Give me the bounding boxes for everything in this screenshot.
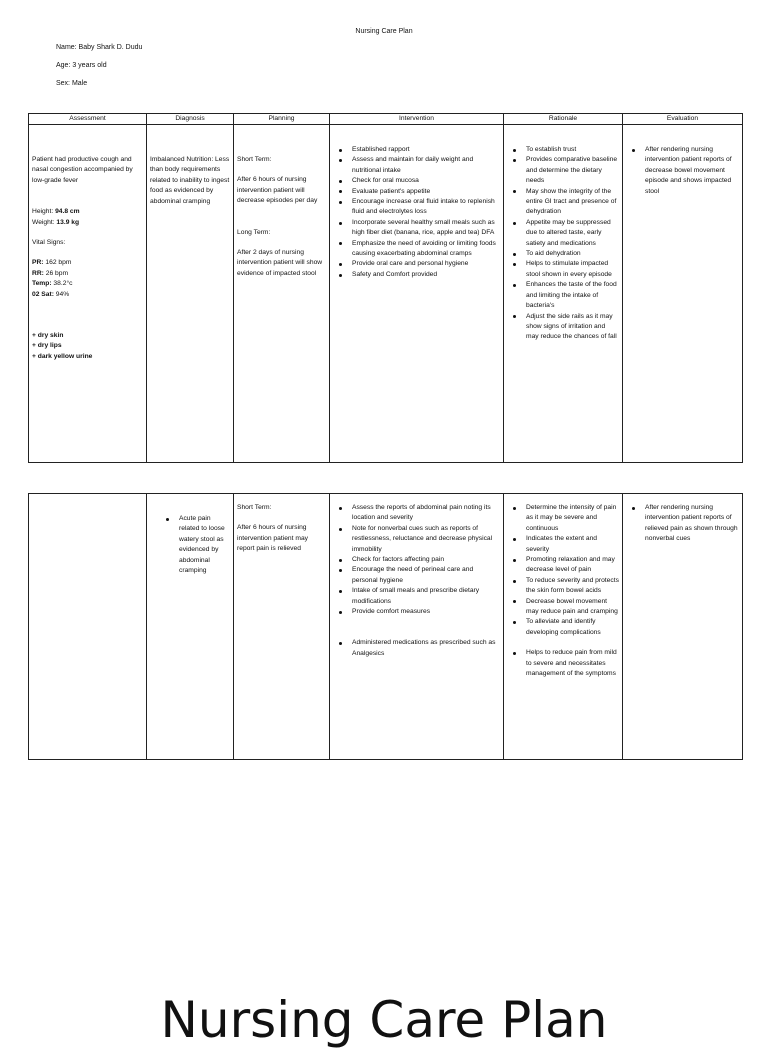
- list-item: Enhances the taste of the food and limiting the intake of bacteria's: [526, 280, 619, 311]
- header-planning: Planning: [234, 114, 330, 125]
- planning-cell: [234, 494, 330, 760]
- list-item: Encourage increase oral fluid intake to replenish fluid and electrolytes loss: [352, 197, 500, 218]
- planning-cell: [234, 125, 330, 463]
- list-item: To reduce severity and protects the skin form bowel acids: [526, 576, 619, 597]
- vital-temp: Temp: 38.2°c: [32, 280, 73, 288]
- rationale-list-extra: [507, 648, 619, 679]
- list-item: Administered medications as prescribed such as Analgesics: [352, 638, 500, 659]
- sign-dry-lips: + dry lips: [32, 342, 62, 350]
- list-item: Provide oral care and personal hygiene: [352, 259, 500, 269]
- assessment-weight: Weight: 13.9 kg: [32, 218, 80, 226]
- short-term-label: Short Term:: [237, 504, 272, 511]
- evaluation-list: [626, 145, 739, 197]
- rationale-cell: [504, 125, 623, 463]
- list-item: Promoting relaxation and may decrease level of pain: [526, 555, 619, 576]
- assessment-complaint: Patient had productive cough and nasal congestion accompanied by low-grade fever: [32, 156, 133, 184]
- header-intervention: Intervention: [330, 114, 504, 125]
- care-plan-table-nutrition: [28, 113, 743, 463]
- list-item: Evaluate patient's appetite: [352, 187, 500, 197]
- intervention-list: [333, 503, 500, 617]
- evaluation-list: [626, 503, 739, 545]
- list-item: Helps to reduce pain from mild to severe and necessitates management of the symptoms: [526, 648, 619, 679]
- list-item: Acute pain related to loose watery stool as evidenced by abdominal cramping: [179, 514, 230, 576]
- diagnosis-list: [150, 514, 230, 576]
- diagnosis-cell: [147, 125, 234, 463]
- vital-o2-sat: 02 Sat: 94%: [32, 290, 70, 298]
- list-item: After rendering nursing intervention patient reports of relieved pain as shown through nonverbal cues: [645, 503, 739, 545]
- sign-dry-skin: + dry skin: [32, 332, 64, 340]
- assessment-cell: [29, 125, 147, 463]
- list-item: Assess and maintain for daily weight and nutritional intake: [352, 155, 500, 176]
- list-item: Encourage the need of perineal care and personal hygiene: [352, 565, 500, 586]
- list-item: May show the integrity of the entire GI tract and presence of dehydration: [526, 187, 619, 218]
- footer-slide-title: Nursing Care Plan: [160, 991, 608, 1049]
- list-item: Check for factors affecting pain: [352, 555, 500, 565]
- list-item: Incorporate several healthy small meals such as high fiber diet (banana, rice, apple and tea) DFA: [352, 218, 500, 239]
- rationale-cell: [504, 494, 623, 760]
- header-diagnosis: Diagnosis: [147, 114, 234, 125]
- long-term-goal: After 2 days of nursing intervention patient will show evidence of impacted stool: [237, 249, 323, 277]
- intervention-cell: [330, 494, 504, 760]
- rationale-list: [507, 503, 619, 638]
- diagnosis-cell: [147, 494, 234, 760]
- rationale-list: [507, 145, 619, 343]
- list-item: Safety and Comfort provided: [352, 270, 500, 280]
- intervention-cell: [330, 125, 504, 463]
- list-item: To alleviate and identify developing complications: [526, 617, 619, 638]
- patient-sex: Sex: Male: [56, 80, 88, 87]
- header-assessment: Assessment: [29, 114, 147, 125]
- short-term-label: Short Term:: [237, 156, 272, 163]
- document-title: Nursing Care Plan: [355, 28, 413, 35]
- intervention-list: [333, 145, 500, 280]
- evaluation-cell: [623, 494, 743, 760]
- short-term-goal: After 6 hours of nursing intervention patient will decrease episodes per day: [237, 176, 318, 205]
- list-item: Provides comparative baseline and determine the dietary needs: [526, 155, 619, 186]
- diagnosis-text: Imbalanced Nutrition: Less than body requirements related to inability to ingest food as evidenced by abdominal cramping: [150, 156, 230, 205]
- evaluation-cell: [623, 125, 743, 463]
- vital-pr: PR: 162 bpm: [32, 259, 72, 267]
- header-evaluation: Evaluation: [623, 114, 743, 125]
- patient-age: Age: 3 years old: [56, 62, 107, 69]
- long-term-label: Long Term:: [237, 228, 271, 236]
- table-row: [29, 494, 743, 760]
- sign-dark-urine: + dark yellow urine: [32, 352, 93, 360]
- list-item: Intake of small meals and prescribe dietary modifications: [352, 586, 500, 607]
- list-item: Note for nonverbal cues such as reports of restlessness, reluctance and decrease physical immobility: [352, 524, 500, 555]
- list-item: Appetite may be suppressed due to altered taste, early satiety and medications: [526, 218, 619, 249]
- intervention-list-extra: [333, 638, 500, 659]
- short-term-goal: After 6 hours of nursing intervention patient may report pain is relieved: [237, 524, 309, 553]
- vital-signs-title: Vital Signs:: [32, 239, 66, 247]
- patient-name: Name: Baby Shark D. Dudu: [56, 44, 143, 51]
- care-plan-table-pain: [28, 493, 743, 760]
- list-item: To establish trust: [526, 145, 619, 155]
- assessment-height: Height: 94.8 cm: [32, 208, 80, 216]
- list-item: Check for oral mucosa: [352, 176, 500, 186]
- table-row: [29, 125, 743, 463]
- assessment-cell: [29, 494, 147, 760]
- list-item: Helps to stimulate impacted stool shown in every episode: [526, 259, 619, 280]
- header-rationale: Rationale: [504, 114, 623, 125]
- vital-rr: RR: 26 bpm: [32, 269, 69, 277]
- list-item: Emphasize the need of avoiding or limiting foods causing exacerbating abdominal cramps: [352, 239, 500, 260]
- list-item: After rendering nursing intervention patient reports of decrease bowel movement episode and shows impacted stool: [645, 145, 739, 197]
- table-header-row: [29, 114, 743, 125]
- list-item: Indicates the extent and severity: [526, 534, 619, 555]
- list-item: Determine the intensity of pain as it may be severe and continuous: [526, 503, 619, 534]
- list-item: Adjust the side rails as it may show signs of irritation and may reduce the chances of fall: [526, 312, 619, 343]
- list-item: Decrease bowel movement may reduce pain and cramping: [526, 597, 619, 618]
- list-item: Established rapport: [352, 145, 500, 155]
- list-item: To aid dehydration: [526, 249, 619, 259]
- list-item: Provide comfort measures: [352, 607, 500, 617]
- list-item: Assess the reports of abdominal pain noting its location and severity: [352, 503, 500, 524]
